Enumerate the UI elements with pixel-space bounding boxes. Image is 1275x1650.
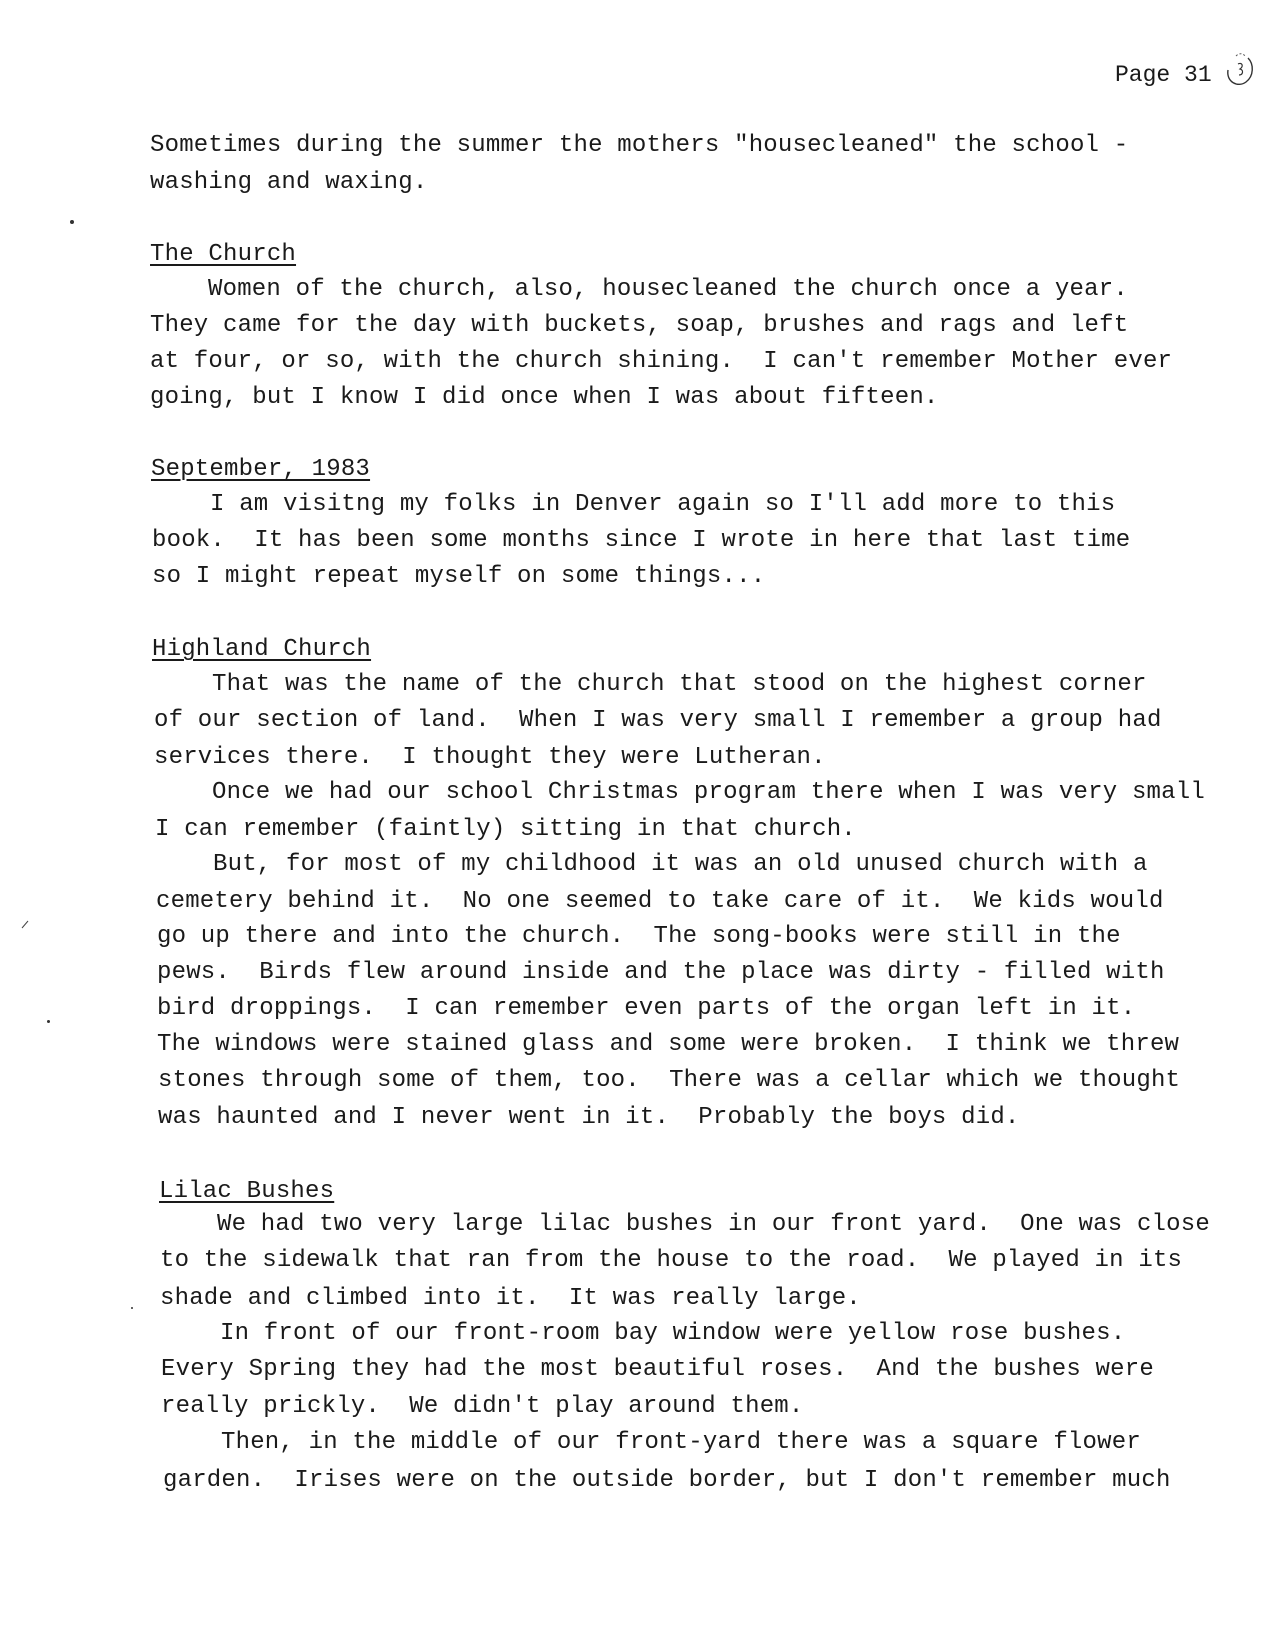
text-line: cemetery behind it. No one seemed to take care of it. We kids would xyxy=(156,888,1164,915)
section-heading-highland-church: Highland Church xyxy=(152,636,372,663)
text-line: Sometimes during the summer the mothers "housecleaned" the school - xyxy=(150,132,1129,159)
text-line: I am visitng my folks in Denver again so I'll add more to this xyxy=(210,491,1116,518)
text-line: at four, or so, with the church shining. I can't remember Mother ever xyxy=(150,348,1173,375)
page-number: Page 31 xyxy=(1115,62,1212,88)
text-line: We had two very large lilac bushes in our front yard. One was close xyxy=(217,1211,1210,1238)
section-heading-lilac-bushes: Lilac Bushes xyxy=(159,1178,335,1205)
text-line: to the sidewalk that ran from the house to the road. We played in its xyxy=(160,1247,1183,1274)
text-line: go up there and into the church. The song-books were still in the xyxy=(157,923,1121,950)
text-line: services there. I thought they were Lutheran. xyxy=(154,744,826,771)
section-heading-september-1983: September, 1983 xyxy=(151,456,371,483)
text-line: book. It has been some months since I wrote in here that last time xyxy=(152,527,1131,554)
text-line: In front of our front-room bay window were yellow rose bushes. xyxy=(220,1320,1126,1347)
text-line: going, but I know I did once when I was about fifteen. xyxy=(150,384,939,411)
text-line: garden. Irises were on the outside border, but I don't remember much xyxy=(163,1467,1171,1494)
text-line: Women of the church, also, housecleaned the church once a year. xyxy=(208,276,1128,303)
scan-speck xyxy=(47,1020,50,1023)
text-line: Once we had our school Christmas program there when I was very small xyxy=(212,779,1205,806)
text-line: pews. Birds flew around inside and the place was dirty - filled with xyxy=(157,959,1165,986)
text-line: of our section of land. When I was very small I remember a group had xyxy=(154,707,1162,734)
text-line: Every Spring they had the most beautiful roses. And the bushes were xyxy=(161,1356,1154,1383)
text-line: That was the name of the church that stood on the highest corner xyxy=(212,671,1147,698)
text-line: Then, in the middle of our front-yard there was a square flower xyxy=(221,1429,1141,1456)
text-line: The windows were stained glass and some were broken. I think we threw xyxy=(157,1031,1180,1058)
text-line: really prickly. We didn't play around them. xyxy=(161,1393,804,1420)
handwritten-page-mark xyxy=(1224,50,1258,90)
text-line: stones through some of them, too. There was a cellar which we thought xyxy=(158,1067,1181,1094)
text-line: so I might repeat myself on some things... xyxy=(152,563,766,590)
text-line: washing and waxing. xyxy=(150,169,428,196)
scan-mark xyxy=(20,918,32,930)
text-line: shade and climbed into it. It was really large. xyxy=(160,1285,861,1312)
text-line: But, for most of my childhood it was an old unused church with a xyxy=(213,851,1148,878)
text-line: I can remember (faintly) sitting in that church. xyxy=(155,816,856,843)
text-line: was haunted and I never went in it. Probably the boys did. xyxy=(158,1104,1020,1131)
section-heading-the-church: The Church xyxy=(150,241,297,268)
scan-speck xyxy=(131,1307,133,1309)
scan-speck xyxy=(70,220,74,224)
text-line: They came for the day with buckets, soap, brushes and rags and left xyxy=(150,312,1129,339)
text-line: bird droppings. I can remember even parts of the organ left in it. xyxy=(157,995,1136,1022)
